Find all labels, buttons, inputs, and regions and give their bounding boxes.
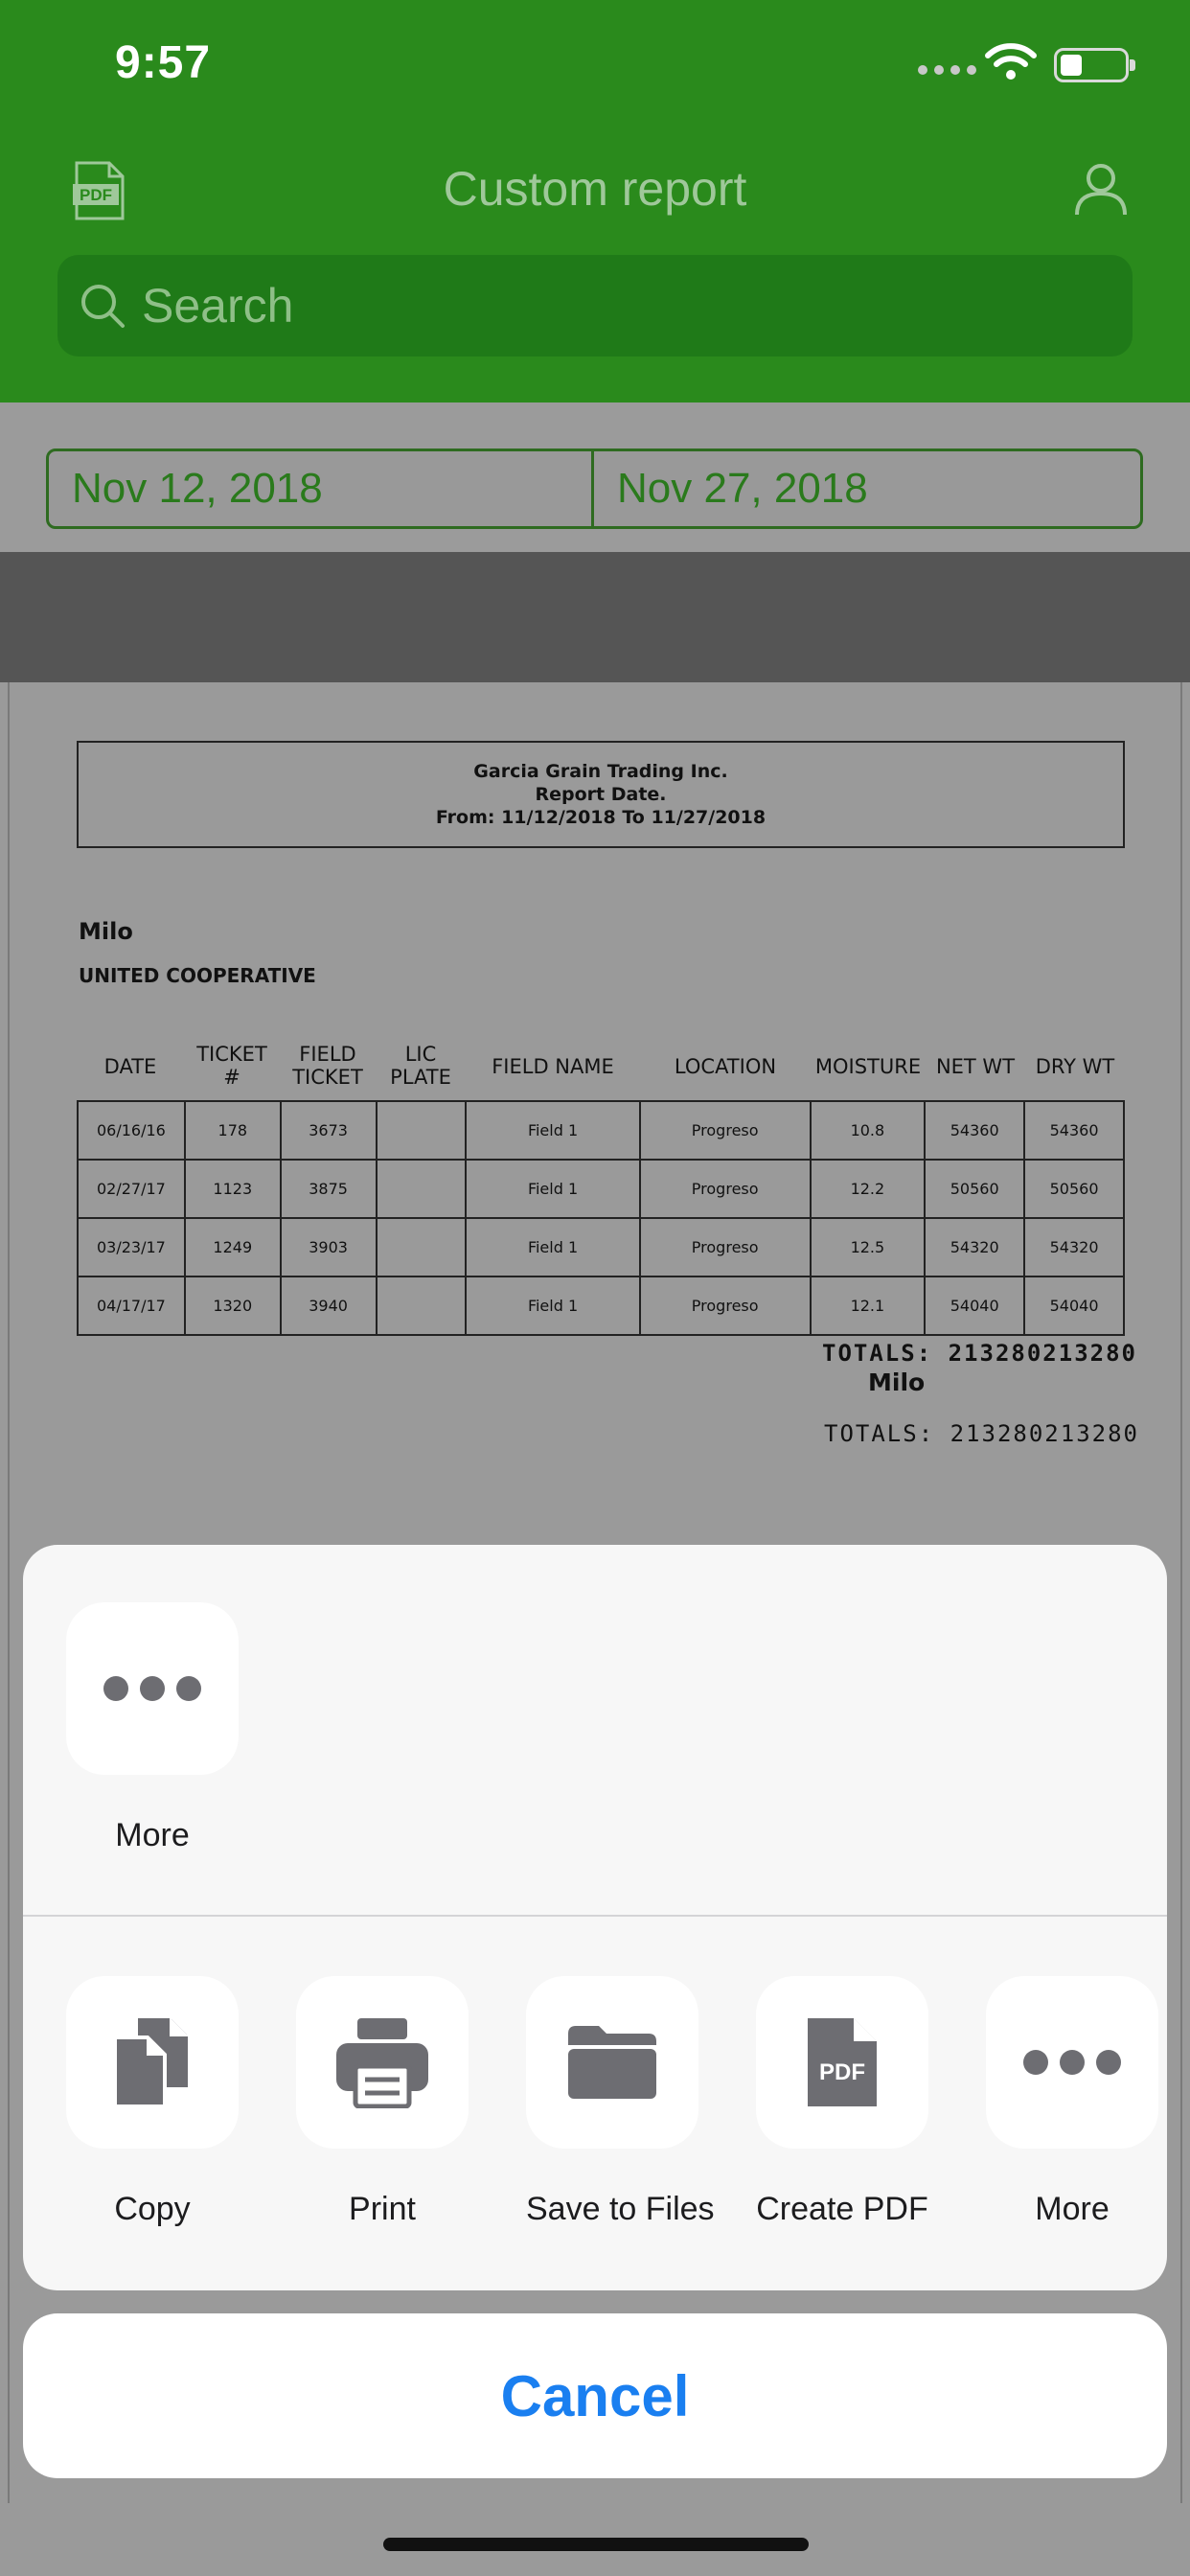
table-cell: 54040	[925, 1276, 1024, 1335]
totals-line: TOTALS: 213280213280	[822, 1340, 1137, 1367]
table-cell: 50560	[1024, 1160, 1124, 1218]
table-cell: Progreso	[640, 1101, 811, 1160]
app-header	[0, 0, 1190, 402]
table-cell: 54360	[1024, 1101, 1124, 1160]
report-date-label: Report Date.	[535, 784, 667, 805]
search-placeholder: Search	[142, 279, 294, 333]
column-header: MOISTURE	[814, 1055, 922, 1078]
save-to-files-label: Save to Files	[526, 2191, 715, 2227]
table-cell: Field 1	[466, 1101, 640, 1160]
save-to-files-button[interactable]	[526, 1976, 715, 2228]
table-cell: 03/23/17	[78, 1218, 185, 1276]
grand-totals-line: TOTALS: 213280213280	[824, 1420, 1139, 1447]
table-row	[78, 1276, 1124, 1335]
wifi-icon	[985, 42, 1037, 80]
table-cell: 1123	[185, 1160, 281, 1218]
report-table	[77, 1100, 1125, 1336]
table-cell: 02/27/17	[78, 1160, 185, 1218]
table-row	[78, 1160, 1124, 1218]
table-cell: 04/17/17	[78, 1276, 185, 1335]
person-icon[interactable]	[1073, 161, 1129, 217]
column-header: DRY WT	[1035, 1055, 1115, 1078]
table-cell: 12.1	[811, 1276, 926, 1335]
table-cell: 3875	[281, 1160, 377, 1218]
crop-name: Milo	[79, 918, 133, 945]
column-header: NET WT	[935, 1055, 1016, 1078]
table-cell	[377, 1101, 467, 1160]
sheet-divider	[23, 1915, 1167, 1917]
home-indicator[interactable]	[383, 2538, 809, 2551]
column-header: LOCATION	[674, 1055, 777, 1078]
svg-text:PDF: PDF	[819, 2059, 865, 2085]
table-cell: Progreso	[640, 1276, 811, 1335]
more-top-label: More	[115, 1817, 190, 1853]
start-date-field[interactable]	[46, 448, 594, 529]
search-icon	[79, 282, 126, 330]
report-header	[77, 741, 1125, 848]
ellipsis-icon	[1019, 2048, 1125, 2077]
table-cell	[377, 1218, 467, 1276]
table-cell: 12.2	[811, 1160, 926, 1218]
print-tile[interactable]	[296, 1976, 469, 2149]
table-cell	[377, 1160, 467, 1218]
column-header: FIELD NAME	[492, 1055, 614, 1078]
table-cell: 1249	[185, 1218, 281, 1276]
search-input[interactable]	[57, 255, 1133, 356]
svg-text:PDF: PDF	[80, 186, 112, 204]
table-cell: Field 1	[466, 1276, 640, 1335]
copy-button[interactable]	[66, 1976, 239, 2228]
cancel-label: Cancel	[500, 2364, 690, 2428]
table-cell: 54320	[1024, 1218, 1124, 1276]
print-label: Print	[349, 2191, 416, 2227]
totals-crop: Milo	[868, 1368, 926, 1396]
print-button[interactable]	[296, 1976, 469, 2228]
cooperative-name: UNITED COOPERATIVE	[79, 964, 316, 987]
table-cell: 3673	[281, 1101, 377, 1160]
column-header: FIELD TICKET	[292, 1043, 363, 1089]
create-pdf-tile[interactable]	[756, 1976, 928, 2149]
ellipsis-icon	[100, 1674, 205, 1703]
create-pdf-label: Create PDF	[756, 2191, 928, 2227]
table-cell: 54360	[925, 1101, 1024, 1160]
more-top-button[interactable]	[66, 1602, 239, 1854]
table-cell	[377, 1276, 467, 1335]
battery-icon	[1054, 48, 1129, 82]
table-cell: 50560	[925, 1160, 1024, 1218]
table-cell: Field 1	[466, 1218, 640, 1276]
table-cell: 54040	[1024, 1276, 1124, 1335]
report-range: From: 11/12/2018 To 11/27/2018	[435, 807, 767, 828]
table-cell: Progreso	[640, 1160, 811, 1218]
column-header: TICKET #	[196, 1043, 267, 1089]
printer-icon	[334, 2016, 430, 2108]
column-header: LIC PLATE	[390, 1043, 451, 1089]
table-cell: 12.5	[811, 1218, 926, 1276]
column-header: DATE	[103, 1055, 157, 1078]
table-cell: 3903	[281, 1218, 377, 1276]
table-cell: 1320	[185, 1276, 281, 1335]
document-backdrop	[0, 552, 1190, 682]
share-sheet	[23, 1545, 1167, 2290]
copy-tile[interactable]	[66, 1976, 239, 2149]
end-date-field[interactable]	[591, 448, 1143, 529]
start-date-value: Nov 12, 2018	[72, 465, 323, 512]
company-name: Garcia Grain Trading Inc.	[473, 761, 728, 782]
copy-label: Copy	[114, 2191, 191, 2227]
create-pdf-button[interactable]	[756, 1976, 928, 2228]
table-cell: 178	[185, 1101, 281, 1160]
table-cell: Field 1	[466, 1160, 640, 1218]
table-row	[78, 1218, 1124, 1276]
more-tile[interactable]	[66, 1602, 239, 1775]
cellular-signal-icon	[918, 65, 976, 75]
page-title: Custom report	[443, 162, 747, 216]
table-cell: 06/16/16	[78, 1101, 185, 1160]
table-cell: 10.8	[811, 1101, 926, 1160]
end-date-value: Nov 27, 2018	[617, 465, 868, 512]
cancel-button[interactable]	[23, 2313, 1167, 2478]
status-time: 9:57	[115, 37, 212, 88]
more-label: More	[1035, 2191, 1110, 2227]
table-row	[78, 1101, 1124, 1160]
more-button[interactable]	[986, 1976, 1158, 2228]
folder-icon	[566, 2024, 658, 2101]
pdf-doc-icon	[806, 2016, 879, 2108]
table-cell: 54320	[925, 1218, 1024, 1276]
more-tile-row[interactable]	[986, 1976, 1158, 2149]
table-cell: Progreso	[640, 1218, 811, 1276]
table-cell: 3940	[281, 1276, 377, 1335]
save-to-files-tile[interactable]	[526, 1976, 698, 2149]
copy-icon	[109, 2014, 195, 2110]
